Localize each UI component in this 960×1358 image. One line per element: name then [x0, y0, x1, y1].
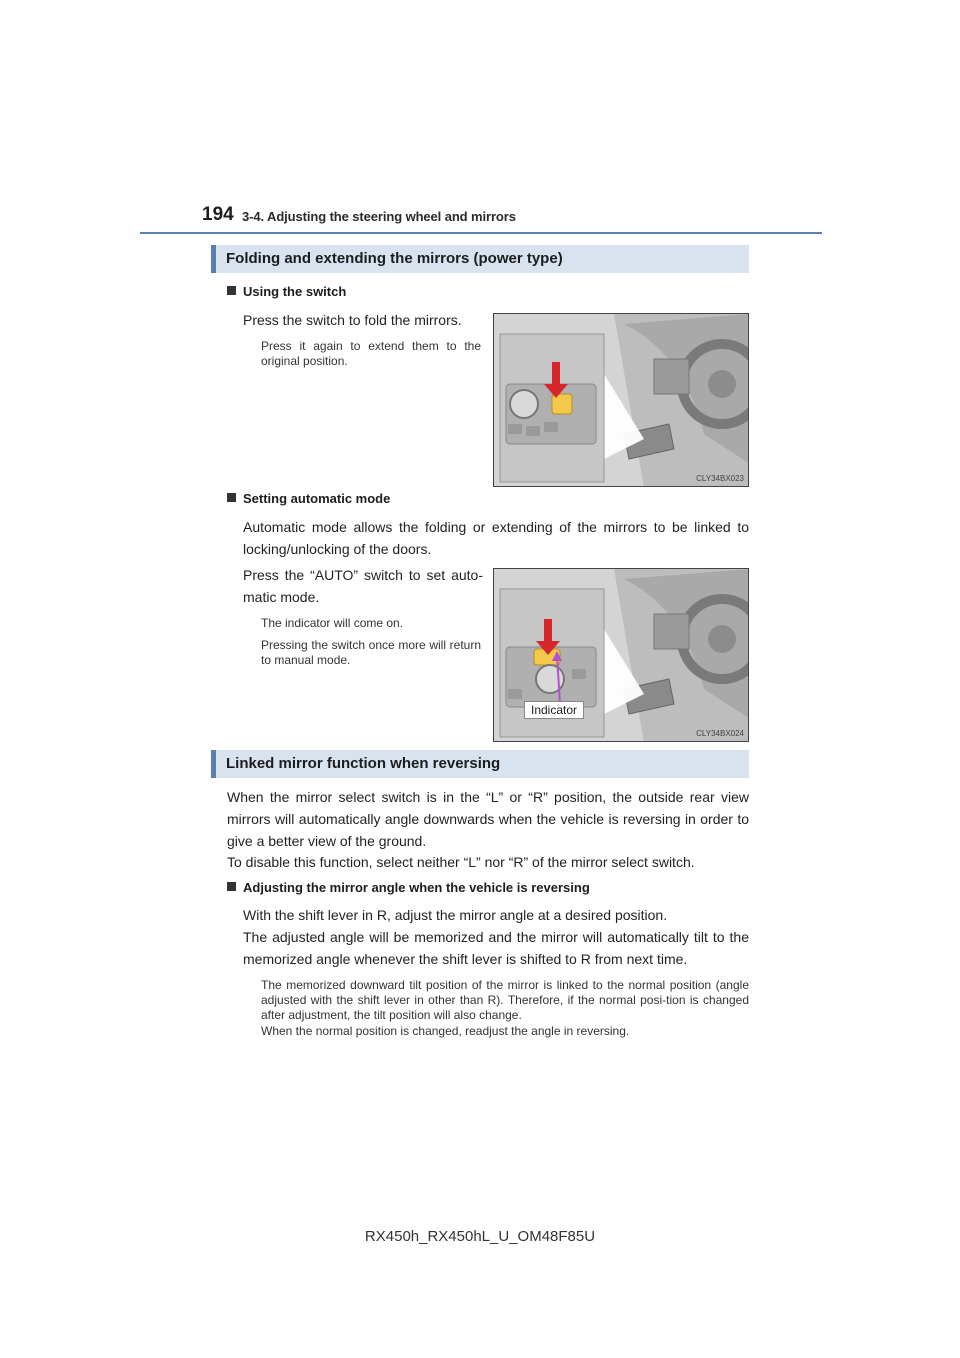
figure-code: CLY34BX023 [696, 474, 744, 483]
square-bullet-icon [227, 882, 236, 891]
section-heading-text: Folding and extending the mirrors (power type) [226, 250, 563, 267]
disable-instruction: To disable this function, select neither “L” nor “R” of the mirror select switch. [227, 854, 695, 870]
figure-mirror-switch [493, 313, 749, 487]
note-extend: Press it again to extend them to the original position. [261, 339, 481, 368]
square-bullet-icon [227, 493, 236, 502]
header-rule [140, 232, 822, 234]
chapter-section-title: 3-4. Adjusting the steering wheel and mirrors [242, 209, 516, 224]
subheading-automatic-mode [227, 491, 390, 506]
section-heading-folding [211, 245, 749, 273]
auto-mode-description: Automatic mode allows the folding or extending of the mirrors to be linked to locking/unlocking of the doors. [243, 519, 749, 557]
reversing-description: When the mirror select switch is in the “L” or “R” position, the outside rear view mirrors will automatically angle downwards when the vehicle is reversing in order to give a better view of the ground. [227, 789, 749, 849]
subheading-text: Using the switch [243, 284, 347, 299]
subheading-text: Setting automatic mode [243, 491, 391, 506]
adjust-instruction-2: The adjusted angle will be memorized and the mirror will automatically tilt to the memorized angle whenever the shift lever is shifted to R from next time. [243, 929, 749, 967]
adjust-instruction-1: With the shift lever in R, adjust the mirror angle at a desired position. [243, 907, 668, 923]
subheading-adjust-angle [227, 880, 590, 895]
note-return-manual: Pressing the switch once more will return to manual mode. [261, 638, 481, 667]
note-indicator-on: The indicator will come on. [261, 616, 404, 630]
section-heading-text: Linked mirror function when reversing [226, 755, 501, 772]
note-readjust: When the normal position is changed, readjust the angle in reversing. [261, 1024, 630, 1038]
door-switch-illustration [494, 314, 749, 487]
section-heading-reversing [211, 750, 749, 778]
instruction-fold: Press the switch to fold the mirrors. [243, 312, 462, 328]
page-number: 194 [202, 204, 234, 225]
subheading-text: Adjusting the mirror angle when the vehicle is reversing [243, 880, 590, 895]
subheading-using-switch [227, 284, 346, 299]
footer-document-code: RX450h_RX450hL_U_OM48F85U [364, 1228, 596, 1245]
indicator-label: Indicator [524, 701, 584, 719]
figure-auto-switch [493, 568, 749, 742]
square-bullet-icon [227, 286, 236, 295]
figure-code: CLY34BX024 [696, 729, 744, 738]
note-memorized-position: The memorized downward tilt position of the mirror is linked to the normal position (angle adjusted with the shift lever in other than R). Therefore, if the normal posi-tion is changed after adjustment, the tilt position will also change. [261, 978, 749, 1022]
instruction-auto-switch: Press the “AUTO” switch to set auto-matic mode. [243, 567, 483, 605]
